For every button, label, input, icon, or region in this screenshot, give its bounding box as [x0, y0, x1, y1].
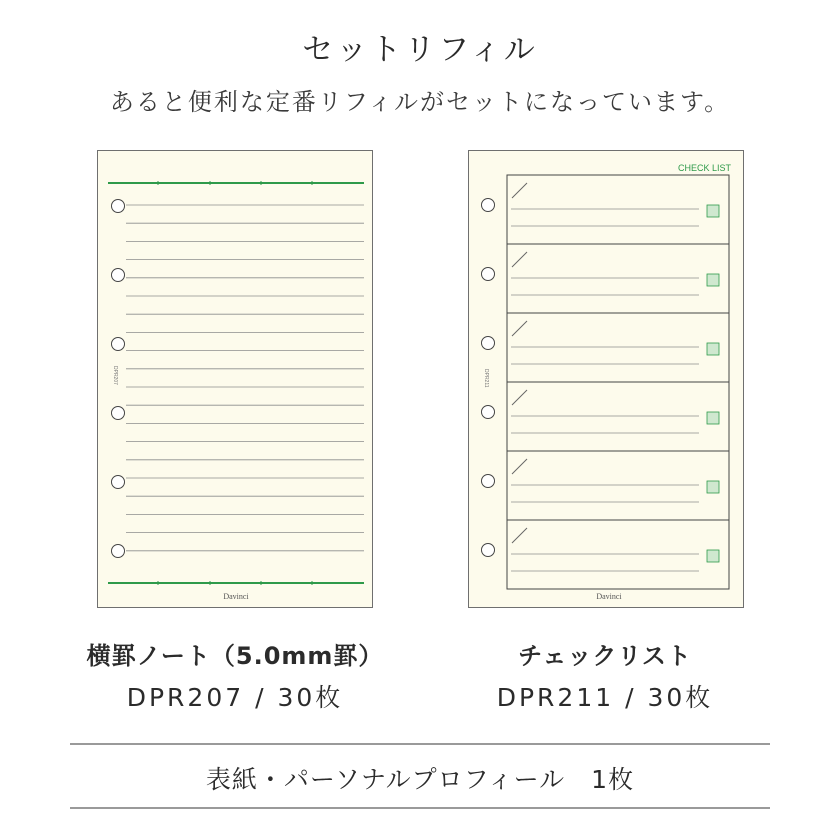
- check-item-box: [507, 244, 729, 313]
- checkbox: [707, 412, 719, 424]
- binder-hole: [482, 475, 495, 488]
- check-side-code: DPR211: [483, 369, 489, 388]
- check-item-box: [507, 520, 729, 589]
- check-list-header: CHECK LIST: [677, 163, 731, 173]
- ruled-brand-label: Davinci: [223, 592, 249, 601]
- ruled-note-refill-image: [97, 150, 373, 608]
- check-slash-mark: [512, 252, 527, 267]
- check-list-name: チェックリスト: [518, 642, 692, 670]
- binder-hole: [112, 338, 125, 351]
- binder-hole: [482, 268, 495, 281]
- binder-hole: [482, 337, 495, 350]
- ruled-note-sheet: [98, 151, 374, 609]
- checkbox: [707, 550, 719, 562]
- binder-hole: [482, 544, 495, 557]
- check-list-code: DPR211 / 30枚: [496, 683, 714, 712]
- check-slash-mark: [512, 183, 527, 198]
- checkbox: [707, 205, 719, 217]
- binder-hole: [482, 199, 495, 212]
- check-slash-mark: [512, 528, 527, 543]
- check-item-box: [507, 382, 729, 451]
- checkbox: [707, 343, 719, 355]
- binder-hole: [112, 476, 125, 489]
- check-list-sheet: [469, 151, 745, 609]
- check-item-box: [507, 175, 729, 244]
- binder-hole: [112, 545, 125, 558]
- cover-profile-item: 表紙・パーソナルプロフィール 1枚: [205, 765, 635, 794]
- page-subtitle: あると便利な定番リフィルがセットになっています。: [109, 88, 731, 116]
- binder-hole: [112, 200, 125, 213]
- binder-hole: [482, 406, 495, 419]
- checkbox: [707, 274, 719, 286]
- ruled-note-code: DPR207 / 30枚: [126, 683, 344, 712]
- divider-bottom: [70, 807, 770, 809]
- ruled-note-name: 横罫ノート（5.0mm罫）: [86, 642, 384, 670]
- check-slash-mark: [512, 390, 527, 405]
- checkbox: [707, 481, 719, 493]
- page-title: セットリフィル: [302, 32, 538, 68]
- check-item-box: [507, 313, 729, 382]
- check-item-box: [507, 451, 729, 520]
- check-slash-mark: [512, 459, 527, 474]
- binder-hole: [112, 407, 125, 420]
- check-list-refill-image: [468, 150, 744, 608]
- divider-top: [70, 743, 770, 745]
- binder-hole: [112, 269, 125, 282]
- ruled-side-code: DPR207: [112, 366, 118, 385]
- check-brand-label: Davinci: [596, 592, 622, 601]
- check-slash-mark: [512, 321, 527, 336]
